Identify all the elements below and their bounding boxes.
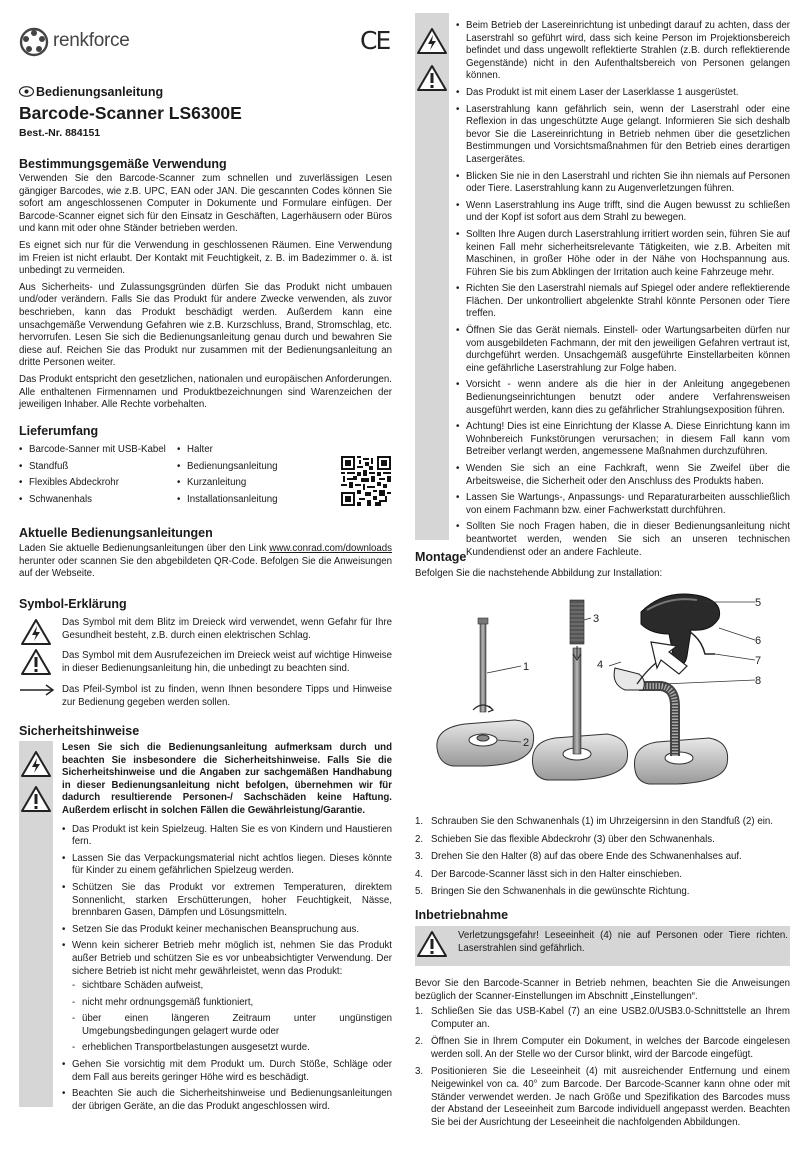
callout-3: 3 (593, 613, 600, 625)
laser-safety-item: • Lassen Sie Wartungs-, Anpassungs- und Reparaturarbeiten ausschließlich von einem Fachmann bzw. einer Fachwerkstatt durchführen. (456, 492, 790, 517)
scope-list-right (177, 444, 307, 510)
brand-name: renkforce (53, 30, 130, 51)
commissioning-warning: Verletzungsgefahr! Leseeinheit (4) nie auf Personen oder Tiere richten. Laserstrahlen sind gefährlich. (458, 930, 788, 954)
assembly-steps (415, 816, 790, 904)
safety-item: • Gehen Sie vorsichtig mit dem Produkt um. Durch Stöße, Schläge oder dem Fall aus bereits geringer Höhe wird es beschädigt. (62, 1059, 392, 1084)
laser-safety-sidebar (415, 13, 449, 540)
doc-type-label: Bedienungsanleitung (36, 85, 164, 99)
gooseneck-1 (473, 618, 493, 712)
eye-icon (19, 86, 34, 97)
callout-4: 4 (597, 659, 604, 671)
current-manuals-text-before: Laden Sie aktuelle Bedienungsanleitungen über den Link (19, 543, 270, 554)
assembly-step-text: Schieben Sie das flexible Abdeckrohr (3) über den Schwanenhals. (431, 833, 715, 845)
commissioning-intro: Bevor Sie den Barcode-Scanner in Betrieb nehmen, beachten Sie die Anweisungen bezüglich der Scanner-Einstellungen im Abschnitt „Einstellungen“. (415, 978, 790, 1002)
assembly-step-text: Schrauben Sie den Schwanenhals (1) im Uhrzeigersinn in den Standfuß (2) ein. (431, 816, 773, 827)
laser-safety-item: • Blicken Sie nie in den Laserstrahl und richten Sie ihn niemals auf Personen oder Tiere. Laserstrahlung kann zu Augenverletzungen führen. (456, 171, 790, 196)
current-manuals-heading: Aktuelle Bedienungsanleitungen (19, 526, 213, 540)
scope-item: • Standfuß (19, 461, 179, 474)
current-manuals-text (19, 543, 392, 581)
laser-safety-item: • Das Produkt ist mit einem Laser der Laserklasse 1 ausgerüstet. (456, 87, 790, 100)
doc-type (19, 85, 319, 99)
callout-7: 7 (755, 655, 762, 667)
callout-1: 1 (523, 661, 530, 673)
scope-item: • Bedienungsanleitung (177, 461, 307, 474)
symbol-text: Das Pfeil-Symbol ist zu finden, wenn Ihnen besondere Tipps und Hinweise zur Bedienung gegeben werden sollen. (62, 684, 392, 708)
product-title: Barcode-Scanner LS6300E (19, 103, 242, 123)
intended-use-paragraph: Verwenden Sie den Barcode-Scanner zum schnellen und zuverlässigen Lesen gängiger Barcodes, wie z.B. UPC, EAN oder JAN. Die gescannten Codes können Sie sofort am angeschlossenen Computer in Dokumente und Formulare einfügen. Der Barcode-Scanner eignet sich für den Einsatz in Geschäften, Lagerhäusern oder Büros und kann mit oder ohne Ständer betrieben werden. (19, 173, 392, 235)
laser-safety-item: • Wenn Laserstrahlung ins Auge trifft, sind die Augen bewusst zu schließen und der Kopf ist sofort aus dem Strahl zu bewegen. (456, 200, 790, 225)
qr-code-icon[interactable] (341, 456, 391, 506)
symbols-heading: Symbol-Erklärung (19, 597, 127, 611)
brand-logo (19, 27, 159, 57)
assembly-step-text: Drehen Sie den Halter (8) auf das obere Ende des Schwanenhalses auf. (431, 851, 742, 863)
gooseneck-2 (570, 600, 584, 754)
safety-item: • Das Produkt ist kein Spielzeug. Halten Sie es von Kindern und Haustieren fern. (62, 824, 392, 849)
safety-heading: Sicherheitshinweise (19, 724, 140, 738)
safety-intro: Lesen Sie sich die Bedienungsanleitung aufmerksam durch und beachten Sie insbesondere die Sicherheitshinweise. Falls Sie die Sicherheitshinweise und die Angaben zur sachgemäßen Handhabung in dieser Bedienungsanleitung nicht befolgen, übernehmen wir für dadurch resultierende Personen-/ Sachschäden keine Haftung. Außerdem erlischt in solchen Fällen die Gewährleistung/Garantie. (62, 742, 392, 816)
lightning-warning-icon (20, 618, 52, 646)
order-number: Best.-Nr. 884151 (19, 127, 101, 139)
laser-safety-item: • Beim Betrieb der Lasereinrichtung ist unbedingt darauf zu achten, dass der Laserstrahl so geführt wird, dass sich keine Person im Projektionsbereich befindet und dass ungewollt reflektierte Strahlen (z.B. durch reflektierende Gegenstände) nicht in den Aufenthaltsbereich von Personen gelangen können. (456, 20, 790, 83)
intended-use-heading: Bestimmungsgemäße Verwendung (19, 157, 227, 171)
current-manuals-text-after: herunter oder scannen Sie den abgebildeten QR-Code. Befolgen Sie die Anweisungen auf der Webseite. (19, 555, 392, 580)
symbol-text: Das Symbol mit dem Ausrufezeichen im Dreieck weist auf wichtige Hinweise in dieser Bedienungsanleitung hin, die unbedingt zu beachten sind. (62, 650, 392, 674)
safety-subitem: - sichtbare Schäden aufweist, (62, 980, 392, 993)
commissioning-step: 2. Öffnen Sie in Ihrem Computer ein Dokument, in welches der Barcode eingelesen werden soll. An der Stelle wo der Cursor blinkt, wird der Barcode eingefügt. (415, 1036, 790, 1060)
safety-subitem: - erheblichen Transportbelastungen ausgesetzt wurde. (62, 1042, 392, 1055)
scope-item: • Halter (177, 444, 307, 457)
laser-safety-item: • Wenden Sie sich an eine Fachkraft, wenn Sie Zweifel über die Arbeitsweise, die Sicherheit oder den Anschluss des Produkts haben. (456, 463, 790, 488)
laser-safety-item: • Sollten Ihre Augen durch Laserstrahlung irritiert worden sein, führen Sie auf keinen Fall mehr sicherheitsrelevante Tätigkeiten, wie z.B. Arbeiten mit Maschinen, in großer Höhe oder in der Nähe von Hochspannung aus. Führen Sie bis zum Abklingen der Irritation auch keine Fahrzeuge mehr. (456, 229, 790, 279)
laser-safety-item: • Öffnen Sie das Gerät niemals. Einstell- oder Wartungsarbeiten dürfen nur vom ausgebildeten Fachmann, der mit den jeweiligen Gefahren vertraut ist, durchgeführt werden. Unsachgemäß ausgeführte Einstellarbeiten können eine gefährliche Laserstrahlung zur Folge haben. (456, 325, 790, 375)
scanner (641, 594, 720, 665)
arrow-icon (19, 684, 55, 696)
safety-item: • Setzen Sie das Produkt keiner mechanischen Beanspruchung aus. (62, 924, 392, 937)
renkforce-logo-icon (19, 27, 49, 57)
assembly-step: 4. Der Barcode-Scanner lässt sich in den Halter einschieben. (415, 868, 682, 880)
safety-body-right (456, 20, 790, 563)
safety-item: • Beachten Sie auch die Sicherheitshinweise und Bedienungsanleitungen der übrigen Geräte, an die das Produkt angeschlossen wird. (62, 1088, 392, 1113)
intended-use-paragraph: Es eignet sich nur für die Verwendung in geschlossenen Räumen. Eine Verwendung im Freien ist nicht erlaubt. Der Kontakt mit Feuchtigkeit, z. B. im Badezimmer o. ä. ist unbedingt zu vermeiden. (19, 239, 392, 277)
safety-subitem: - nicht mehr ordnungsgemäß funktioniert, (62, 997, 392, 1010)
assembly-heading: Montage (415, 550, 467, 564)
exclamation-warning-icon (416, 64, 448, 92)
downloads-link[interactable]: www.conrad.com/downloads (269, 543, 392, 554)
ce-mark: CE (360, 26, 390, 55)
laser-safety-item: • Laserstrahlung kann gefährlich sein, wenn der Laserstrahl oder eine Reflexion in das ungeschützte Auge gelangt. Informieren Sie sich deshalb bevor Sie die Lasereinrichtung in Betrieb nehmen über die gesetzlichen Bestimmungen und Vorsichtsmaßnahmen für den Betrieb eines derartigen Lasergerätes. (456, 104, 790, 167)
intended-use-paragraph: Aus Sicherheits- und Zulassungsgründen dürfen Sie das Produkt nicht umbauen und/oder verändern. Falls Sie das Produkt für andere Zwecke verwenden, als zuvor beschrieben, kann das Produkt beschädigt werden. Außerdem kann eine unsachgemäße Verwendung Gefahren wie z.B. Kurzschluss, Brand, Stromschlag, etc. hervorrufen. Lesen Sie sich die Bedienungsanleitung genau durch und bewahren Sie diese auf. Reichen Sie das Produkt nur zusammen mit der Bedienungsanleitung an dritte Personen weiter. (19, 281, 392, 369)
scope-item: • Barcode-Sanner mit USB-Kabel (19, 444, 179, 457)
safety-item (62, 940, 392, 1055)
commissioning-step: 1. Schließen Sie das USB-Kabel (7) an eine USB2.0/USB3.0-Schnittstelle an Ihrem Computer an. (415, 1006, 790, 1030)
assembly-step-text: Der Barcode-Scanner lässt sich in den Halter einschieben. (431, 868, 682, 880)
laser-safety-item: • Achtung! Dies ist eine Einrichtung der Klasse A. Diese Einrichtung kann im Wohnbereich Funkstörungen verursachen; in diesem Fall kann vom Betreiber verlangt werden, angemessene Maßnahmen durchzuführen. (456, 421, 790, 459)
stand-base-3 (634, 738, 727, 784)
intended-use-section (19, 173, 392, 416)
callout-2: 2 (523, 737, 530, 749)
commissioning-step: 3. Positionieren Sie die Leseeinheit (4) mit ausreichender Entfernung und einem Neigewinkel von ca. 40° zum Barcode. Der Barcode-Scanner kann ohne oder mit Ständer verwendet werden. Je nach Größe und Spezifikation des Barcodes muss der Abstand der Leseeinheit zum Barcode individuell angepasst werden. Beachten Sie bei der Ausrichtung der Leseeinheit die nachfolgenden Abbildungen. (415, 1066, 790, 1128)
stand-base-1 (437, 720, 534, 766)
commissioning-steps (415, 1006, 790, 1134)
callout-5: 5 (755, 597, 762, 609)
callout-6: 6 (755, 635, 762, 647)
laser-safety-item: • Sollten Sie noch Fragen haben, die in dieser Bedienungsanleitung nicht beantwortet werden, wenden Sie sich an unseren technischen Kundendienst oder an andere Fachleute. (456, 521, 790, 559)
scope-item: • Installationsanleitung (177, 494, 307, 507)
safety-item-text: Wenn kein sicherer Betrieb mehr möglich ist, nehmen Sie das Produkt außer Betrieb und schützen Sie es vor unbeabsichtigter Verwendung. Der sichere Betrieb ist nicht mehr gewährleistet, wenn das Produkt: (72, 940, 392, 977)
scope-item: • Flexibles Abdeckrohr (19, 477, 179, 490)
assembly-illustration (425, 588, 790, 793)
scope-list-left (19, 444, 179, 510)
intended-use-paragraph: Das Produkt entspricht den gesetzlichen, nationalen und europäischen Anforderungen. Alle enthaltenen Firmennamen und Produktbezeichnungen sind Warenzeichen der jeweiligen Inhaber. Alle Rechte vorbehalten. (19, 373, 392, 411)
safety-body-left (62, 742, 392, 1117)
callout-8: 8 (755, 675, 762, 687)
safety-item: • Schützen Sie das Produkt vor extremen Temperaturen, direktem Sonnenlicht, starken Erschütterungen, hoher Feuchtigkeit, Nässe, brennbaren Gasen, Dämpfen und Lösungsmitteln. (62, 882, 392, 920)
assembly-step: 3. Drehen Sie den Halter (8) auf das obere Ende des Schwanenhalses auf. (415, 851, 742, 863)
scope-heading: Lieferumfang (19, 424, 99, 438)
exclamation-warning-icon (416, 930, 448, 958)
lightning-warning-icon (416, 27, 448, 55)
commissioning-heading: Inbetriebnahme (415, 908, 509, 922)
symbol-text: Das Symbol mit dem Blitz im Dreieck wird verwendet, wenn Gefahr für Ihre Gesundheit besteht, z.B. durch einen elektrischen Schlag. (62, 617, 392, 641)
assembly-step: 2. Schieben Sie das flexible Abdeckrohr (3) über den Schwanenhals. (415, 833, 715, 845)
commissioning-step-text: Positionieren Sie die Leseeinheit (4) mit ausreichender Entfernung und einem Neigewinkel von ca. 40° zum Barcode. Der Barcode-Scanner kann ohne oder mit Ständer verwendet werden. Je nach Größe und Spezifikation des Barcodes muss der Abstand der Leseeinheit zum Barcode individuell angepasst werden. Beachten Sie bei der Ausrichtung der Leseeinheit die nachfolgenden Abbildungen. (431, 1066, 790, 1128)
commissioning-step-text: Schließen Sie das USB-Kabel (7) an eine USB2.0/USB3.0-Schnittstelle an Ihrem Computer an. (431, 1006, 790, 1030)
scope-item: • Kurzanleitung (177, 477, 307, 490)
assembly-step-text: Bringen Sie den Schwanenhals in die gewünschte Richtung. (431, 886, 690, 898)
exclamation-warning-icon (20, 648, 52, 676)
assembly-intro: Befolgen Sie die nachstehende Abbildung zur Installation: (415, 568, 663, 579)
assembly-step: 5. Bringen Sie den Schwanenhals in die gewünschte Richtung. (415, 886, 690, 898)
safety-subitem: - über einen längeren Zeitraum unter ungünstigen Umgebungsbedingungen gelagert wurde oder (62, 1013, 392, 1038)
laser-safety-item: • Vorsicht - wenn andere als die hier in der Anleitung angegebenen Bedienungseinrichtungen benutzt oder andere Verfahrensweisen ausgeführt werden, kann dies zu gefährlicher Strahlungsexposition führen. (456, 379, 790, 417)
scope-item: • Schwanenhals (19, 494, 179, 507)
assembly-step: 1. Schrauben Sie den Schwanenhals (1) im Uhrzeigersinn in den Standfuß (2) ein. (415, 816, 773, 827)
lightning-warning-icon (20, 750, 52, 778)
commissioning-step-text: Öffnen Sie in Ihrem Computer ein Dokument, in welches der Barcode eingelesen werden soll. An der Stelle wo der Cursor blinkt, wird der Barcode eingefügt. (431, 1036, 790, 1060)
laser-safety-item: • Richten Sie den Laserstrahl niemals auf Spiegel oder andere reflektierende Flächen. Der unkontrolliert abgelenkte Strahl könnte Personen oder Tiere treffen. (456, 283, 790, 321)
safety-item: • Lassen Sie das Verpackungsmaterial nicht achtlos liegen. Dieses könnte für Kinder zu einem gefährlichen Spielzeug werden. (62, 853, 392, 878)
exclamation-warning-icon (20, 785, 52, 813)
